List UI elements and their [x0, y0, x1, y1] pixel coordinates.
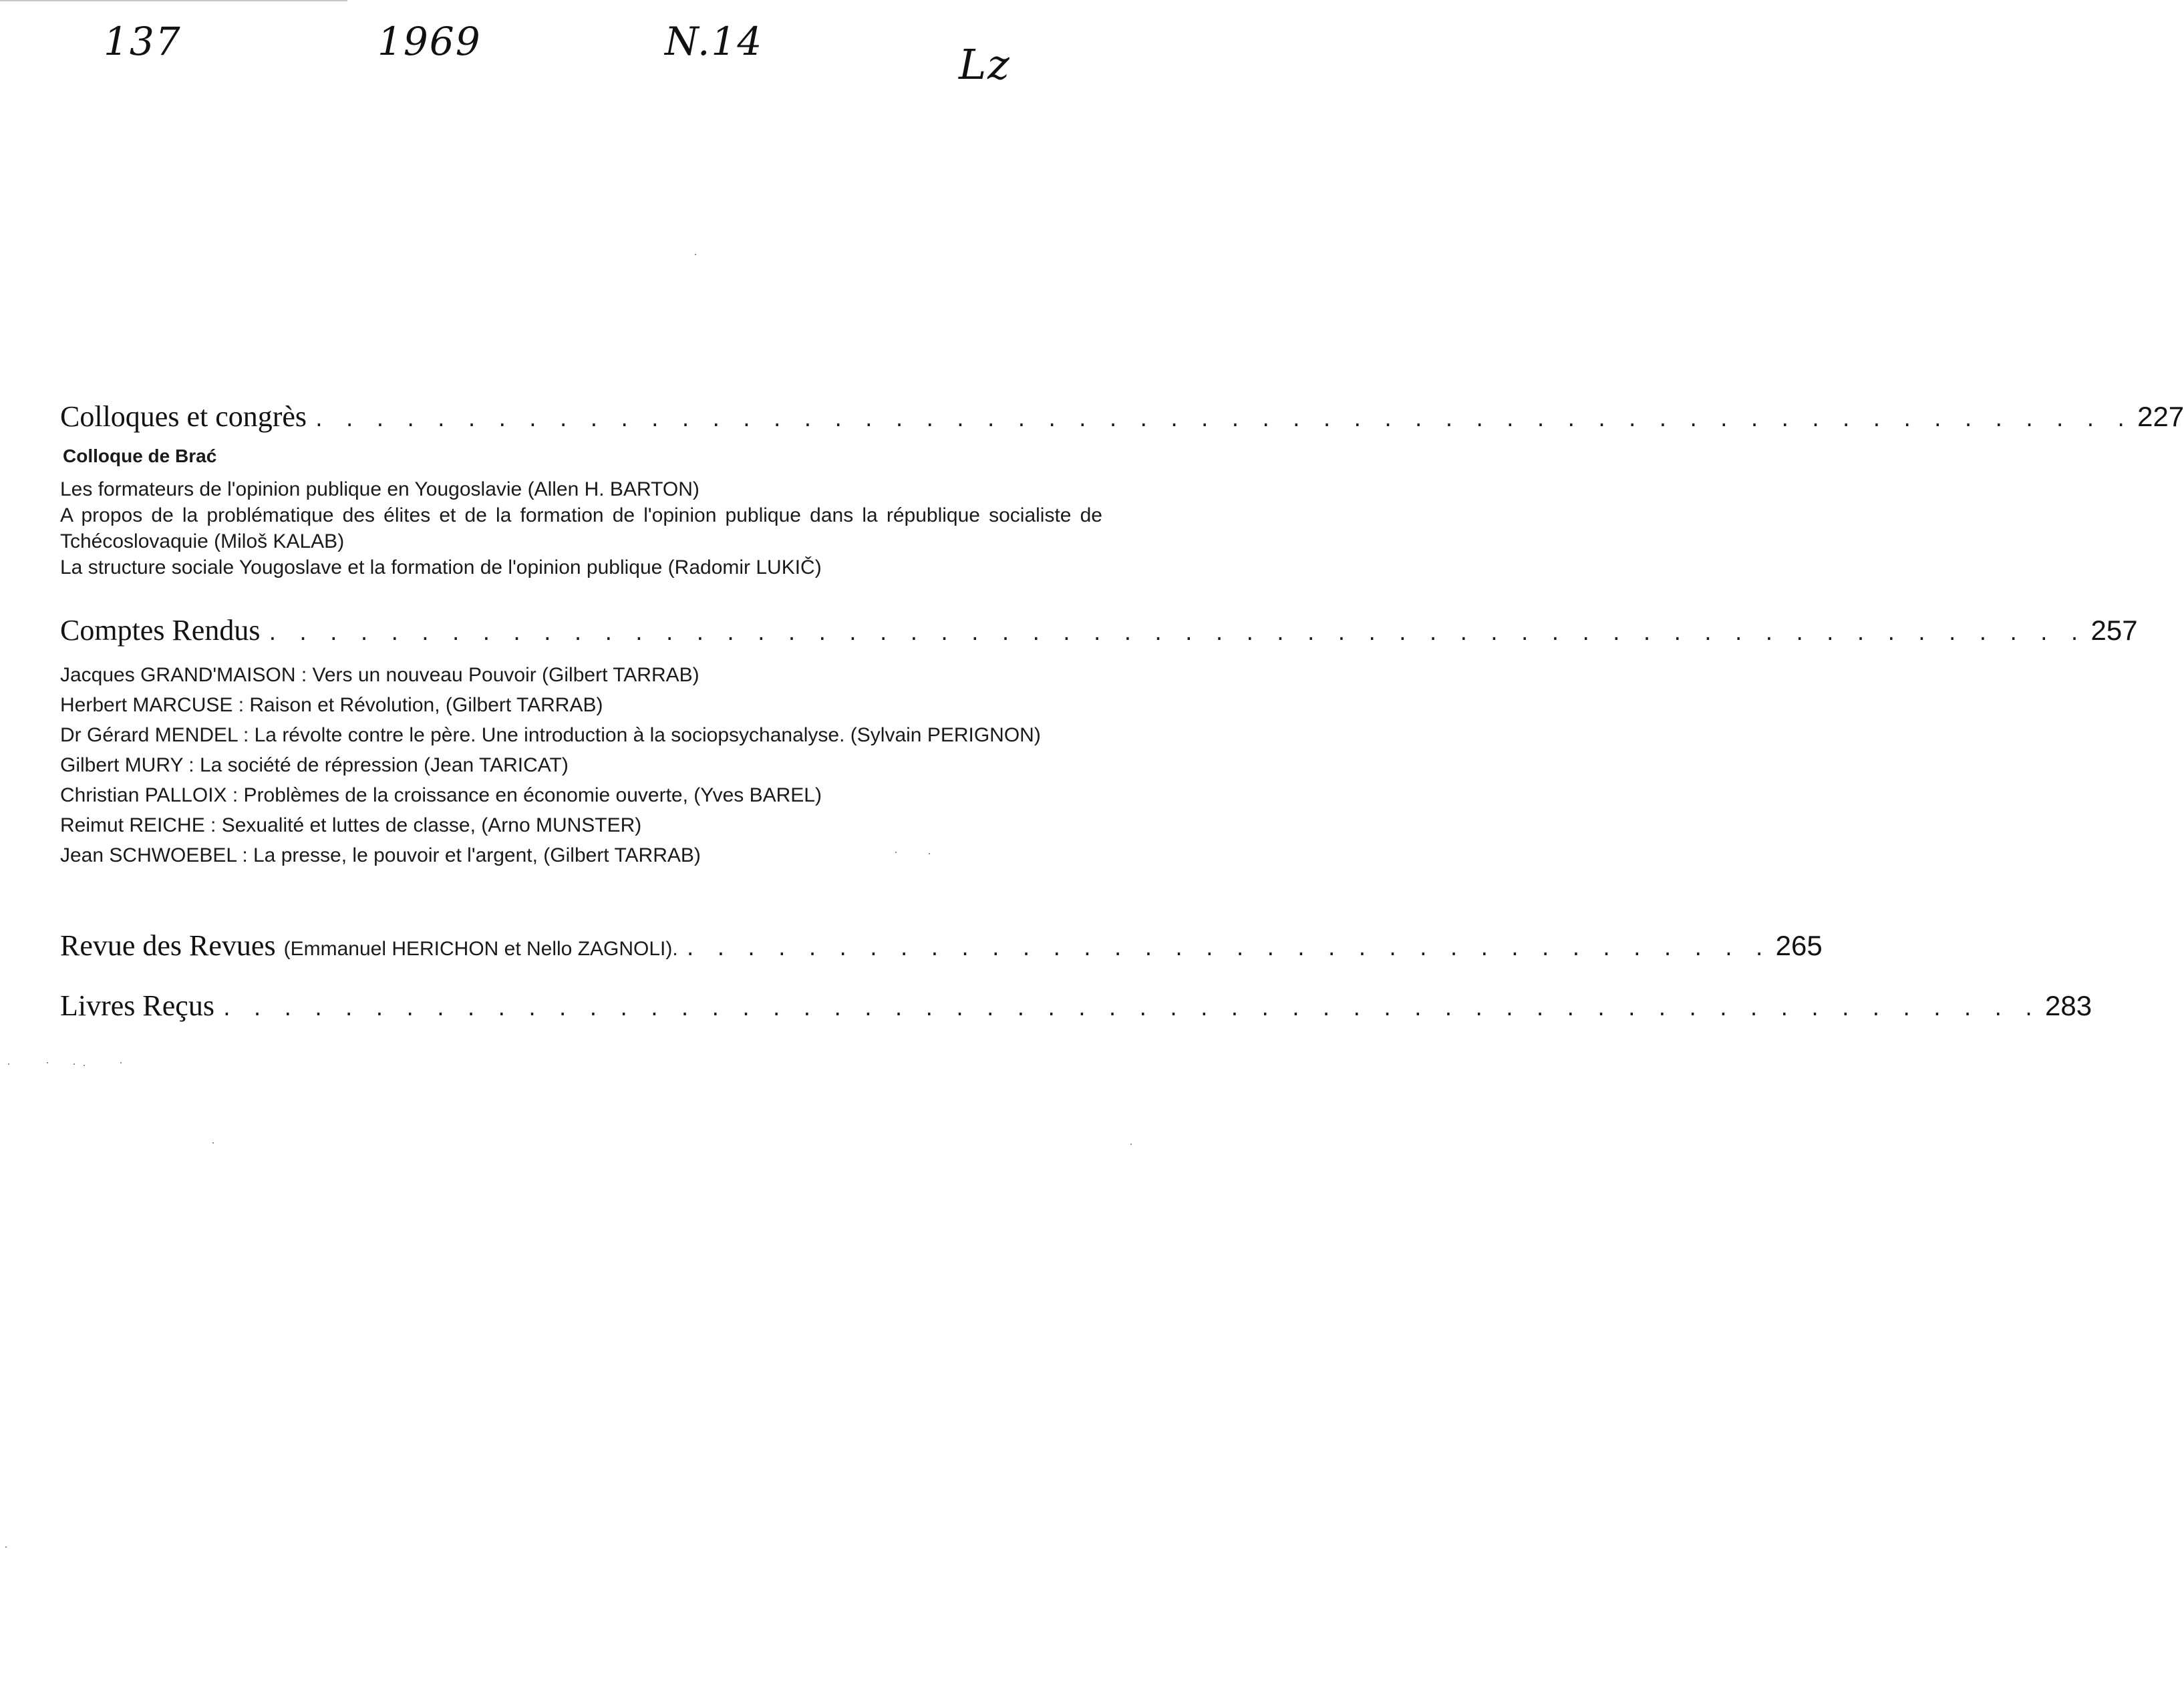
toc-row-livres	[60, 989, 2092, 1023]
scan-speck	[84, 1065, 85, 1066]
toc-row-revue	[60, 928, 1823, 963]
list-item: Reimut REICHE : Sexualité et luttes de classe, (Arno MUNSTER)	[60, 814, 642, 836]
section-note-revue: (Emmanuel HERICHON et Nello ZAGNOLI).	[283, 938, 678, 960]
page-number-colloques: 227	[2137, 401, 2184, 432]
section-comptes-rendus	[60, 613, 2138, 868]
list-item: A propos de la problématique des élites et de la formation de l'opinion publique dans la république socialiste de Tchécoslovaquie (Miloš KALAB)	[60, 504, 1102, 552]
leader-dots: . . . . . . . . . . . . . . . . . . . . . . . . . . . . . . . . . . . . . . . . . . . . . . . . . . . . . . . . . . . .	[313, 409, 2131, 431]
list-item: Jacques GRAND'MAISON : Vers un nouveau Pouvoir (Gilbert TARRAB)	[60, 664, 699, 686]
section-livres-recus	[60, 989, 2092, 1023]
list-item: Gilbert MURY : La société de répression (Jean TARICAT)	[60, 754, 569, 776]
scan-top-edge	[0, 0, 347, 1]
leader-dots: . . . . . . . . . . . . . . . . . . . . . . . . . . . . . . . . . . . .	[684, 938, 1769, 960]
page-number-revue: 265	[1775, 930, 1823, 961]
section-title-colloques: Colloques et congrès	[60, 400, 307, 433]
section-revue-des-revues	[60, 928, 1823, 963]
list-item: Dr Gérard MENDEL : La révolte contre le père. Une introduction à la sociopsychanalyse. (Sylvain PERIGNON)	[60, 724, 1041, 746]
scan-speck	[47, 1062, 48, 1063]
toc-row-comptes	[60, 613, 2138, 647]
scan-speck	[5, 1546, 7, 1548]
section-colloques	[60, 399, 2184, 580]
scan-speck	[1130, 1144, 1132, 1145]
list-item: La structure sociale Yougoslave et la formation de l'opinion publique (Radomir LUKIČ)	[60, 556, 822, 578]
list-item: Christian PALLOIX : Problèmes de la croissance en économie ouverte, (Yves BAREL)	[60, 784, 822, 806]
colloque-subtitle: Colloque de Brać	[63, 446, 217, 466]
handwritten-issue: N.14	[665, 19, 764, 64]
leader-dots: . . . . . . . . . . . . . . . . . . . . . . . . . . . . . . . . . . . . . . . . . . . . . . . . . . . . . . . . . . . .	[220, 998, 2038, 1020]
scan-speck	[73, 1063, 75, 1065]
section-title-livres: Livres Reçus	[60, 989, 214, 1022]
page-number-comptes: 257	[2090, 615, 2138, 646]
toc-row-colloques	[60, 399, 2184, 434]
scan-speck	[120, 1062, 122, 1063]
list-item: Herbert MARCUSE : Raison et Révolution, (Gilbert TARRAB)	[60, 694, 603, 716]
scan-speck	[695, 254, 696, 255]
handwritten-year: 1969	[377, 19, 482, 64]
scan-speck	[212, 1142, 214, 1144]
leader-dots: . . . . . . . . . . . . . . . . . . . . . . . . . . . . . . . . . . . . . . . . . . . . . . . . . . . . . . . . . . . .	[267, 623, 2084, 645]
list-item: Jean SCHWOEBEL : La presse, le pouvoir et l'argent, (Gilbert TARRAB)	[60, 844, 701, 866]
page-number-livres: 283	[2044, 990, 2092, 1021]
scan-speck	[8, 1063, 9, 1065]
list-item: Les formateurs de l'opinion publique en Yougoslavie (Allen H. BARTON)	[60, 478, 699, 500]
handwritten-number: 137	[104, 19, 182, 64]
section-title-comptes: Comptes Rendus	[60, 614, 261, 647]
scan-speck	[929, 853, 930, 854]
section-title-revue: Revue des Revues	[60, 929, 276, 962]
handwritten-mark: Lz	[959, 40, 1011, 89]
scan-speck	[895, 852, 897, 853]
